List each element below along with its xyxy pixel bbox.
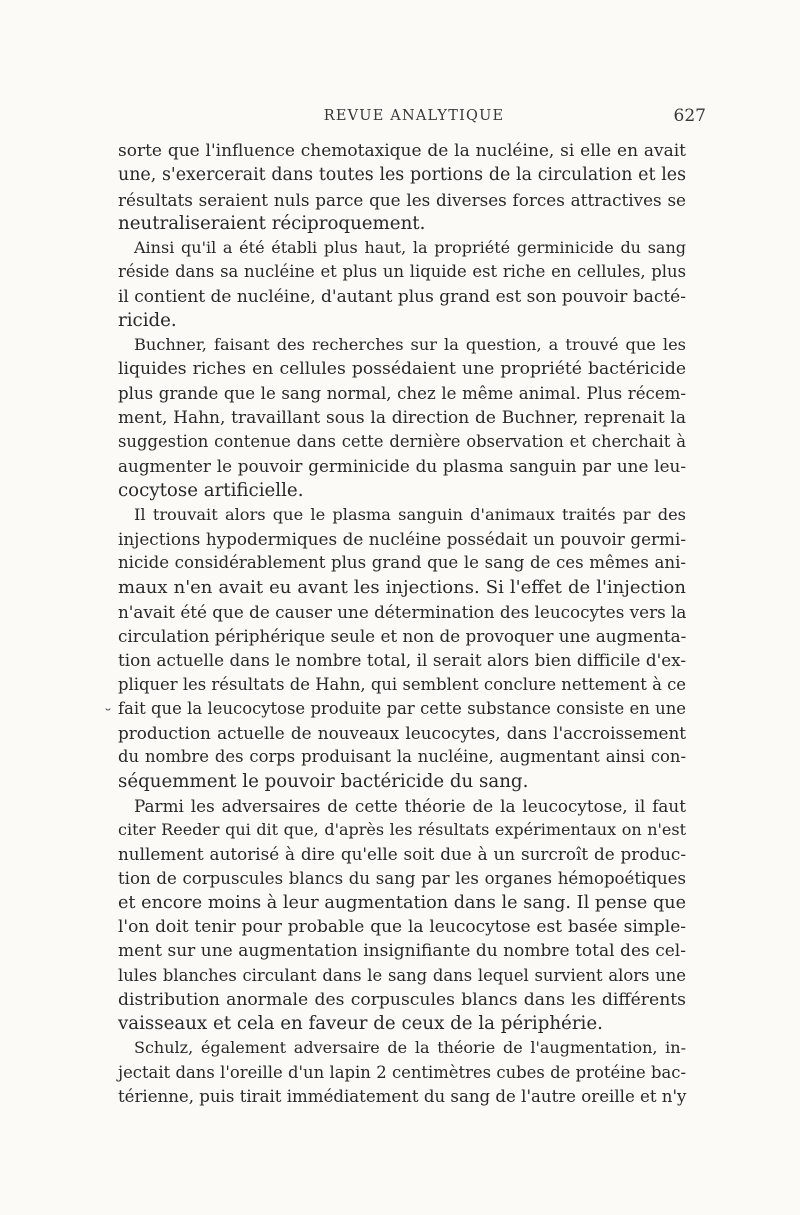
margin-mark: ˘ <box>104 706 112 725</box>
text-line: jectait dans l'oreille d'un lapin 2 centimètres cubes de protéine bac- <box>118 1062 686 1082</box>
text-line: suggestion contenue dans cette dernière observation et cherchait à <box>118 432 686 451</box>
text-line: production actuelle de nouveaux leucocytes, dans l'accroissement <box>118 723 686 743</box>
text-line: il contient de nucléine, d'autant plus grand est son pouvoir bacté- <box>118 286 686 307</box>
text-line: Ainsi qu'il a été établi plus haut, la propriété germinicide du sang <box>134 238 686 257</box>
text-line: et encore moins à leur augmentation dans le sang. Il pense que <box>118 892 686 913</box>
text-line: vaisseaux et cela en faveur de ceux de la périphérie. <box>118 1013 603 1034</box>
text-line: n'avait été que de causer une détermination des leucocytes vers la <box>118 601 687 622</box>
text-line: réside dans sa nucléine et plus un liquide est riche en cellules, plus <box>118 262 686 282</box>
paragraph <box>118 1036 686 1109</box>
paragraph <box>118 503 686 794</box>
paragraph <box>118 794 686 1037</box>
text-line: cocytose artificielle. <box>118 479 304 501</box>
text-line: une, s'exercerait dans toutes les portions de la circulation et les <box>118 165 686 186</box>
text-line: Schulz, également adversaire de la théorie de l'augmentation, in- <box>134 1038 686 1058</box>
text-line: citer Reeder qui dit que, d'après les résultats expérimentaux on n'est <box>118 820 686 839</box>
text-line: circulation périphérique seule et non de provoquer une augmenta- <box>118 626 687 646</box>
text-line: térienne, puis tirait immédiatement du sang de l'autre oreille et n'y <box>118 1086 687 1106</box>
text-line: maux n'en avait eu avant les injections. Si l'effet de l'injection <box>118 576 686 598</box>
text-line: ment, Hahn, travaillant sous la direction de Buchner, reprenait la <box>118 407 686 428</box>
text-line: lules blanches circulant dans le sang dans lequel survient alors une <box>118 965 686 985</box>
paragraph <box>118 333 686 503</box>
text-line: injections hypodermiques de nucléine possédait un pouvoir germi- <box>118 529 686 549</box>
text-line: distribution anormale des corpuscules blancs dans les différents <box>118 989 686 1010</box>
paragraph <box>118 236 686 333</box>
text-line: fait que la leucocytose produite par cette substance consiste en une <box>118 698 686 718</box>
text-line: Il trouvait alors que le plasma sanguin d'animaux traités par des <box>134 504 686 524</box>
paragraph <box>118 139 686 236</box>
text-line: ricide. <box>118 309 177 331</box>
text-line: du nombre des corps produisant la nucléine, augmentant ainsi con- <box>118 747 686 767</box>
text-line: ment sur une augmentation insignifiante du nombre total des cel- <box>118 941 686 962</box>
body-text <box>118 139 686 1109</box>
text-line: Buchner, faisant des recherches sur la question, a trouvé que les <box>134 335 686 354</box>
running-title: REVUE ANALYTIQUE <box>323 108 505 124</box>
text-line: résultats seraient nuls parce que les diverses forces attractives se <box>118 189 686 210</box>
text-line: Parmi les adversaires de cette théorie de la leucocytose, il faut <box>134 795 686 816</box>
text-line: pliquer les résultats de Hahn, qui semblent conclure nettement à ce <box>118 674 686 694</box>
running-head <box>118 108 710 134</box>
text-line: nicide considérablement plus grand que le sang de ces mêmes ani- <box>118 553 686 573</box>
text-line: sorte que l'influence chemotaxique de la nucléine, si elle en avait <box>118 141 686 161</box>
text-line: neutraliseraient réciproquement. <box>118 212 426 234</box>
text-line: plus grande que le sang normal, chez le même animal. Plus récem- <box>118 383 686 403</box>
text-line: liquides riches en cellules possédaient une propriété bactéricide <box>118 359 686 380</box>
text-line: nullement autorisé à dire qu'elle soit due à un surcroît de produc- <box>118 844 686 865</box>
text-line: augmenter le pouvoir germinicide du plasma sanguin par une leu- <box>118 456 686 477</box>
page-number: 627 <box>673 106 706 126</box>
text-line: séquemment le pouvoir bactéricide du sang. <box>118 770 529 792</box>
text-line: tion actuelle dans le nombre total, il serait alors bien difficile d'ex- <box>118 650 686 671</box>
text-line: tion de corpuscules blancs du sang par les organes hémopoétiques <box>118 868 686 888</box>
text-line: l'on doit tenir pour probable que la leucocytose est basée simple- <box>118 917 686 937</box>
